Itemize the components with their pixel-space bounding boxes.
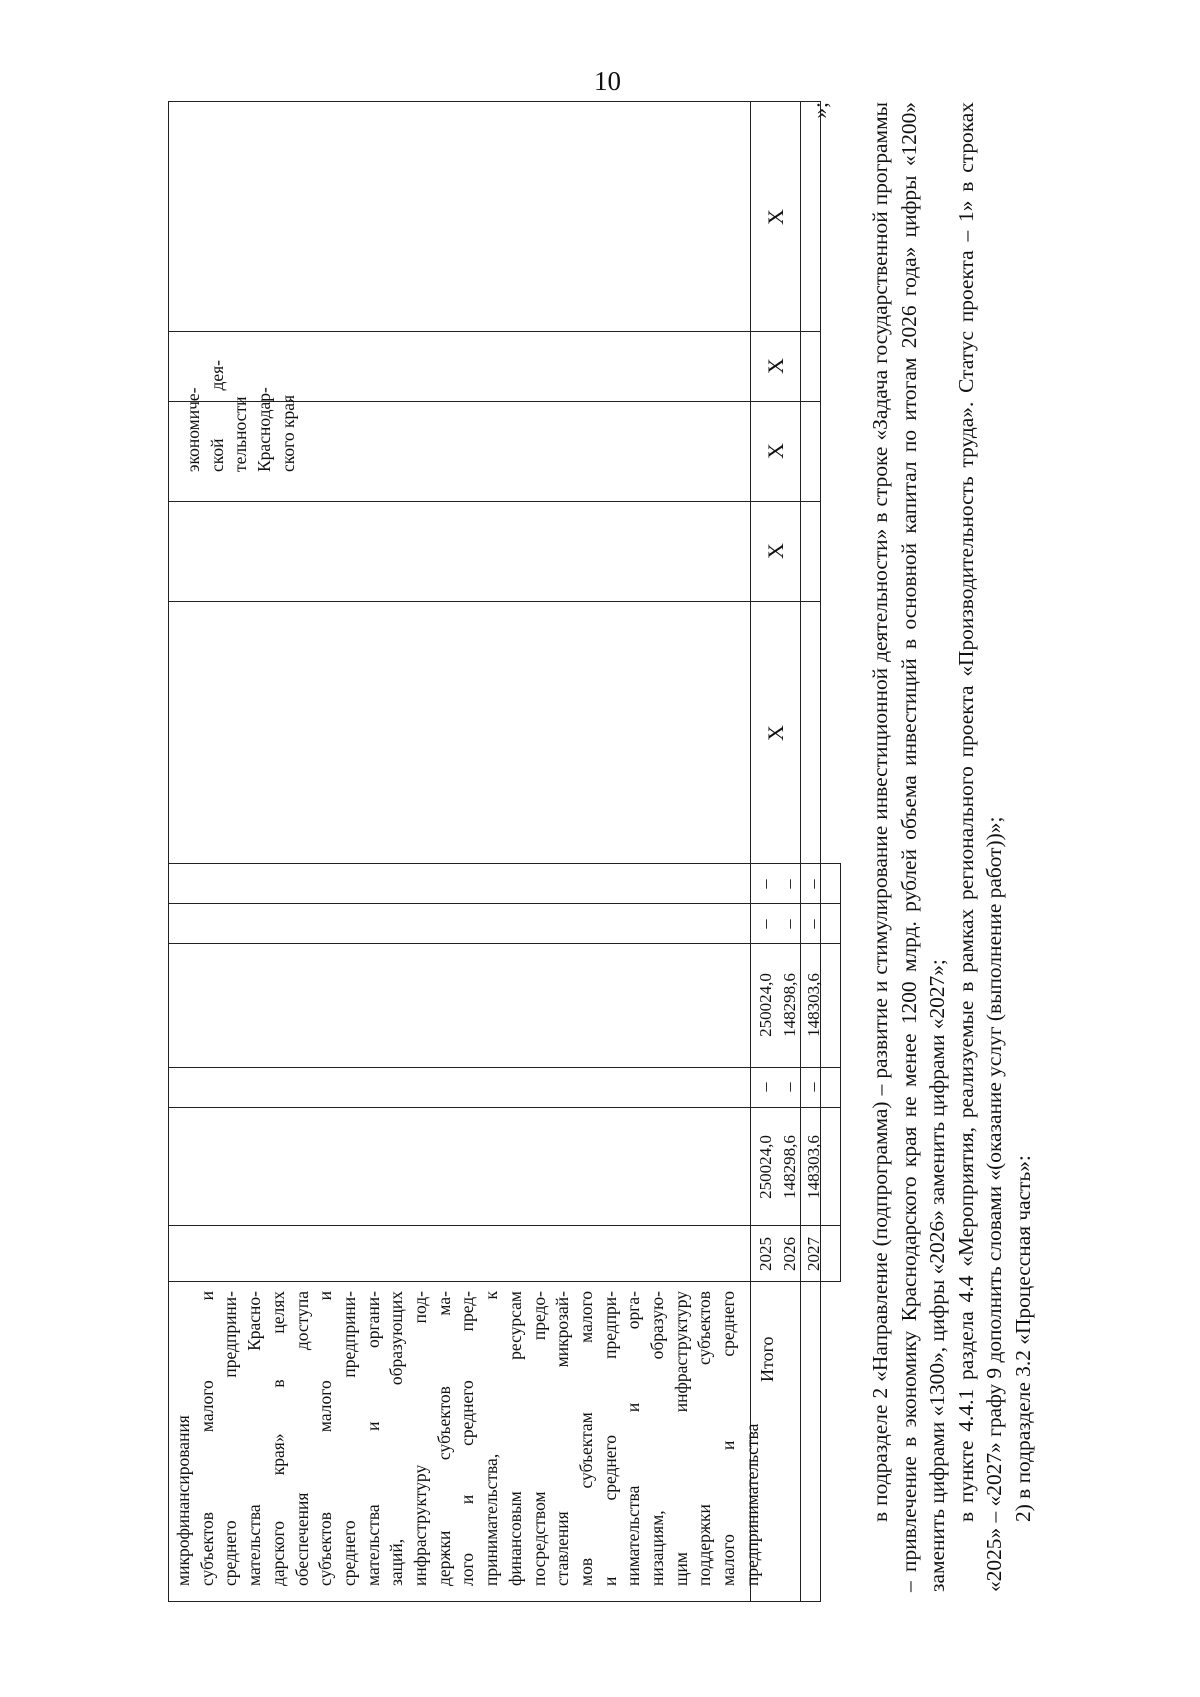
economy-line: ской дея-	[206, 360, 227, 472]
dash-value: –	[803, 919, 823, 929]
description-line: поддержки субъектов	[694, 1291, 715, 1586]
description-line: обеспечения доступа	[291, 1291, 312, 1586]
description-line: субъектов малого и	[315, 1291, 336, 1586]
total-value: 148303,6	[804, 1135, 823, 1199]
x-mark: Х	[763, 543, 788, 559]
year-cell: 2027	[804, 1237, 823, 1271]
description-line: нимательства и орга-	[623, 1291, 644, 1586]
description-line: заций, образующих	[386, 1291, 407, 1586]
description-line: инфраструктуру под-	[410, 1291, 431, 1586]
total-value: 250024,0	[756, 1135, 775, 1199]
page-number: 10	[594, 66, 621, 96]
total-label: Итого	[757, 1336, 777, 1382]
description-line: щим инфраструктуру	[670, 1291, 691, 1586]
regional-value: 148298,6	[780, 973, 799, 1037]
budget-table	[168, 102, 873, 1602]
dash-value: –	[755, 879, 775, 889]
x-mark: Х	[763, 209, 788, 225]
description-line: мательства Красно-	[244, 1291, 265, 1586]
dash-value: –	[755, 919, 775, 929]
dash-value: –	[803, 879, 823, 889]
description-line: среднего предприни-	[220, 1291, 241, 1586]
regional-value: 148303,6	[804, 973, 823, 1037]
description-line: дарского края» в целях	[267, 1291, 288, 1586]
dash-value: –	[779, 919, 799, 929]
x-mark: Х	[763, 443, 788, 459]
economy-line: экономиче-	[183, 387, 203, 472]
paragraph: в пункте 4.4.1 раздела 4.4 «Мероприятия, реализуемые в рамках регионального проекта «Производительность труда». Статус проекта – 1» в строках «2025» – «2027» графу 9 дополнить словами «(оказание услуг (выполнение работ))»;	[953, 102, 1007, 1592]
regional-value: 250024,0	[756, 973, 775, 1037]
dash-value: –	[755, 1082, 775, 1092]
x-mark: Х	[763, 725, 788, 741]
description-line: посредством предо-	[528, 1291, 549, 1586]
economy-cell	[182, 360, 301, 472]
x-mark: Х	[763, 358, 788, 374]
measure-description	[172, 1291, 765, 1586]
amendment-text	[866, 102, 1038, 1592]
rotated-content	[168, 102, 1035, 1602]
description-line: принимательства, к	[481, 1291, 502, 1586]
description-line: и среднего предпри-	[599, 1291, 620, 1586]
paragraph: 2) в подразделе 3.2 «Процессная часть»:	[1010, 1155, 1035, 1522]
economy-line: Краснодар-	[254, 387, 275, 472]
dash-value: –	[803, 1082, 823, 1092]
description-line: мательства и органи-	[362, 1291, 383, 1586]
description-line: финансовым ресурсам	[504, 1291, 525, 1586]
description-line: лого и среднего пред-	[457, 1291, 478, 1586]
description-line: держки субъектов ма-	[433, 1291, 454, 1586]
description-line: микрофинансирования	[173, 1415, 193, 1586]
dash-value: –	[779, 879, 799, 889]
dash-value: –	[779, 1082, 799, 1092]
description-line: мов субъектам малого	[575, 1291, 596, 1586]
description-line: низациям, образую-	[647, 1291, 668, 1586]
description-line: ставления микрозай-	[552, 1291, 573, 1586]
description-line: малого и среднего	[718, 1291, 739, 1586]
total-value: 148298,6	[780, 1135, 799, 1199]
economy-line: ского края	[277, 394, 298, 472]
economy-line: тельности	[230, 396, 251, 472]
paragraph: в подразделе 2 «Направление (подпрограмма) – развитие и стимулирование инвестиционной деятельности» в строке «Задача государственной программы – привлечение в экономику Краснодарского края не менее 1200 млрд. рублей объема инвестиций в основной капитал по итогам 2026 года» цифры «1200» заменить цифрами «1300», цифры «2026» заменить цифрами «2027»;	[868, 102, 950, 1592]
description-line: субъектов малого и	[196, 1291, 217, 1586]
year-cell: 2026	[780, 1237, 799, 1271]
year-cell: 2025	[756, 1237, 775, 1271]
closing-quote: »;	[808, 102, 832, 119]
description-line: среднего предприни-	[338, 1291, 359, 1586]
description-line: предпринимательства	[741, 1423, 762, 1586]
